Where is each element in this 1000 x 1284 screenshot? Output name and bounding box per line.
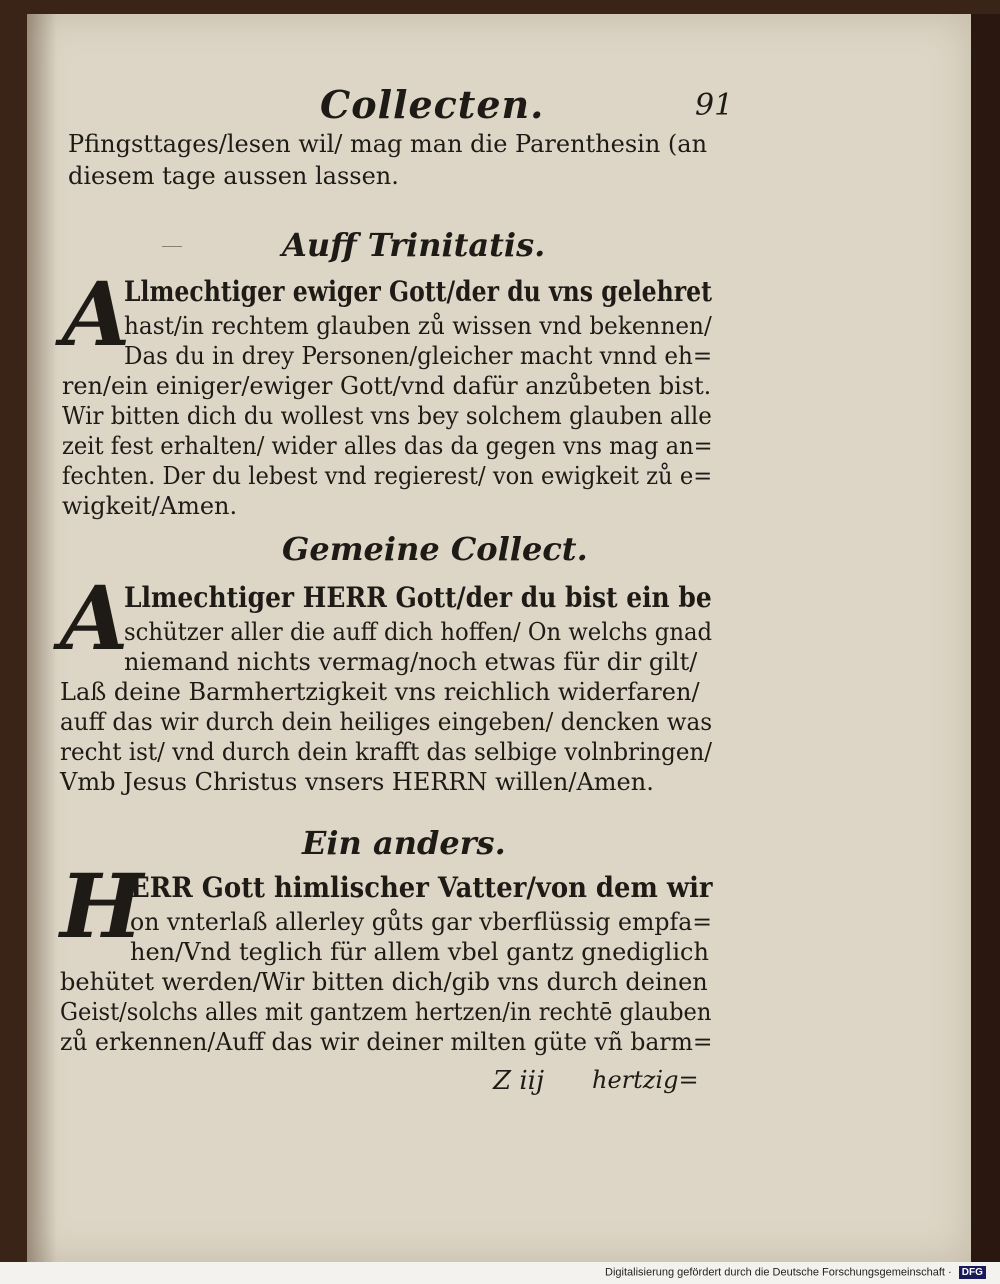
dash-rule <box>162 246 182 247</box>
text-line: wigkeit/Amen. <box>62 492 238 520</box>
text-line: hast/in rechtem glauben zů wissen vnd bekennen/ <box>124 312 712 340</box>
text-line: ERR Gott himlischer Vatter/von dem wir <box>130 871 713 904</box>
intro-line: diesem tage aussen lassen. <box>68 162 399 190</box>
text-line: Vmb Jesus Christus vnsers HERRN willen/Amen. <box>60 768 654 796</box>
text-line: recht ist/ vnd durch dein krafft das selbige volnbringen/ <box>60 738 712 766</box>
text-line: niemand nichts vermag/noch etwas für dir gilt/ <box>124 648 698 676</box>
text-line: Llmechtiger ewiger Gott/der du vns gelehret <box>124 275 713 308</box>
digitization-credit <box>605 1266 986 1282</box>
drop-initial: A <box>62 262 131 366</box>
section-heading: Ein anders. <box>302 824 506 862</box>
section-heading: Gemeine Collect. <box>282 530 588 568</box>
text-line: Geist/solchs alles mit gantzem hertzen/in rechtē glauben <box>60 998 712 1026</box>
text-line: Laß deine Barmhertzigkeit vns reichlich widerfaren/ <box>60 678 700 706</box>
page-spine-shadow <box>27 14 57 1262</box>
running-head: Collecten. <box>320 82 545 127</box>
credit-text: Digitalisierung gefördert durch die Deutsche Forschungsgemeinschaft · <box>605 1266 952 1279</box>
text-line: Wir bitten dich du wollest vns bey solchem glauben alle <box>62 402 712 430</box>
drop-initial: H <box>60 854 144 958</box>
text-line: behütet werden/Wir bitten dich/gib vns durch deinen <box>60 968 708 996</box>
text-line: ren/ein einiger/ewiger Gott/vnd dafür anzůbeten bist. <box>62 372 712 400</box>
text-line: Das du in drey Personen/gleicher macht vnnd eh= <box>124 342 713 370</box>
section-heading: Auff Trinitatis. <box>282 226 546 264</box>
intro-line: Pfingsttages/lesen wil/ mag man die Parenthesin (an <box>68 130 708 158</box>
text-line: auff das wir durch dein heiliges eingeben/ dencken was <box>60 708 713 736</box>
text-line: zeit fest erhalten/ wider alles das da gegen vns mag an= <box>62 432 713 460</box>
text-line: on vnterlaß allerley gůts gar vberflüssig empfa= <box>130 908 713 936</box>
catchword: hertzig= <box>592 1066 699 1094</box>
text-line: hen/Vnd teglich für allem vbel gantz gnediglich <box>130 938 709 966</box>
text-line: fechten. Der du lebest vnd regierest/ von ewigkeit zů e= <box>62 462 713 490</box>
signature-mark: Z iij <box>493 1066 545 1096</box>
drop-initial: A <box>60 566 129 670</box>
text-line: Llmechtiger HERR Gott/der du bist ein be <box>124 581 712 614</box>
text-line: zů erkennen/Auff das wir deiner milten güte vñ barm= <box>60 1028 713 1056</box>
viewer-right-border <box>971 14 1000 1262</box>
page-number: 91 <box>695 88 734 123</box>
text-line: schützer aller die auff dich hoffen/ On welchs gnad <box>124 618 713 646</box>
dfg-logo: DFG <box>959 1266 986 1279</box>
